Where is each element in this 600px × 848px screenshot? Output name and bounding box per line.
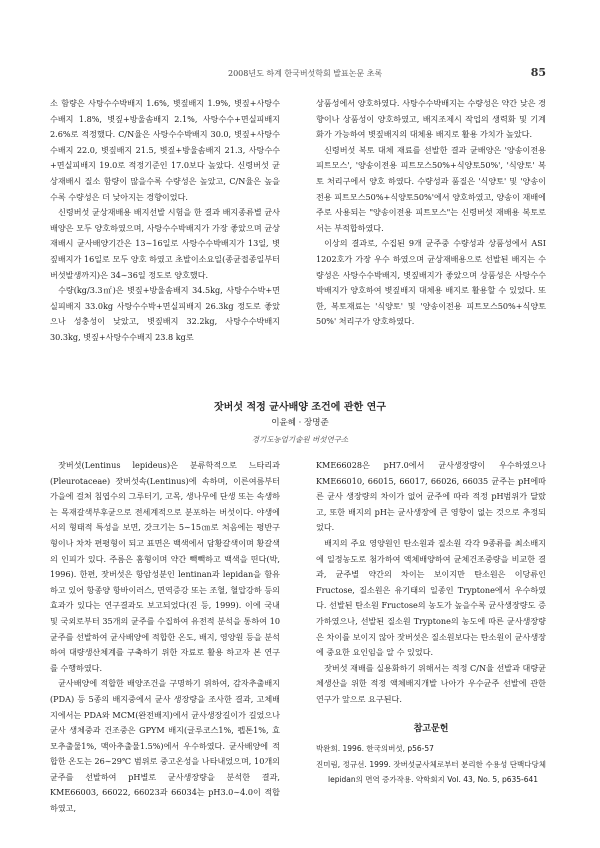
paragraph: 수량(kg/3.3㎡)은 볏짚+방울솜배지 34.5kg, 사탕수수박+면실피배지 33.0kg 사탕수수박+면실피배지 26.3kg 정도로 좋았으나 성충성이 낮았고, 볏짚배지 32.2kg, 사탕수수박배지 30.3kg, 볏짚+사탕수수배지 23.8 kg로 bbox=[50, 285, 280, 342]
prev-article-right-column bbox=[316, 96, 546, 330]
reference-item: 박완희. 1996. 한국의버섯, p56-57 bbox=[316, 744, 434, 754]
article-title: 잣버섯 적정 균사배양 조건에 관한 연구 bbox=[214, 402, 386, 413]
journal-title: 2008년도 하계 한국버섯학회 발표논문 초록 bbox=[228, 69, 383, 78]
paragraph: 신령버섯 복토 대체 재료를 선발한 결과 균배양은 '양송이전용 피트모스', '양송이전용 피트모스50%+식양토50%', '식양토' 복토 처리구에서 양호 하였다. 수량성과 품질은 '식양토' 및 '양송이전용 피트모스50%+식양토50%'에서 양호하였고, 양송이 재배에 주로 사용되는 "양송이전용 피트모스"는 신령버섯 재배용 복토로서는 부적합하였다. bbox=[316, 144, 546, 233]
reference-item: 진미림, 정규선. 1999. 잣버섯균사체로부터 분리한 수용성 단백다당체 lepidan의 면역 증가작용. 약학회지 Vol. 43, No. 5, p635-641 bbox=[316, 759, 546, 785]
paragraph: 잣버섯(Lentinus lepideus)은 분류학적으로 느타리과 (Pleurotaceae) 잣버섯속(Lentinus)에 속하며, 이른여름부터 가을에 걸쳐 침엽수의 그루터기, 고목, 생나무에 단생 또는 속생하는 목재갈색부후균으로 전세계적으로 분포하는 버섯이다. 야생에서의 형태적 특성을 보면, 갓크기는 5∼15㎝로 처음에는 평반구형이나 차차 편평형이 되고 표면은 백색에서 담황갈색이며 황갈색의 인피가 있다. 주름은 홈형이며 약간 빽빽하고 백색을 띤다(박, 1996). 한편, 잣버섯은 항암성분인 lentinan과 lepidan을 함유하고 있어 항종양 항바이러스, 면역증강 또는 조혈, 혈압강하 등의 효과가 있다는 연구결과도 보고되었다(진 등, 1999). 이에 국내 및 국외로부터 35개의 균주를 수집하여 유전적 분석을 통하여 10 균주를 선발하여 균사배양에 적합한 온도, 배지, 영양원 등을 분석하여 대량생산체계를 구축하기 위한 자료로 활용 하고자 본 연구를 수행하였다. bbox=[50, 460, 280, 673]
article-affiliation: 경기도농업기술원 버섯연구소 bbox=[251, 435, 349, 444]
references-heading: 참고문헌 bbox=[413, 723, 449, 734]
paragraph: 신령버섯 균상재배용 배지선발 시험을 한 결과 배지종류별 균사배양은 모두 양호하였으며, 사탕수수박배지가 가장 좋았으며 균상재배시 균사배양기간은 13∼16일로 사탕수수박배지가 13일, 볏짚배지가 16일로 모두 양호 하였고 초발이소요일(종균접종일부터 버섯발생까지)은 34∼36일 정도로 양호했다. bbox=[50, 207, 280, 280]
paragraph: 배지의 주요 영양원인 탄소원과 질소원 각각 9종류를 최소배지에 일정농도로 첨가하여 액체배양하여 균체건조중량을 비교한 결과, 균주별 약간의 차이는 보이지만 탄소원은 이당류인 Fructose, 질소원은 유기태의 일종인 Tryptone에서 우수하였다. 선발된 탄소원 Fructose의 농도가 높을수록 균사생장량도 증가하였으나, 선발된 질소원 Tryptone의 농도에 따른 균사생장량은 차이를 보이지 않아 잣버섯은 질소원보다는 탄소원이 균사생장에 중요한 요인임을 알 수 있었다. bbox=[316, 537, 546, 658]
paragraph: KME66028은 pH7.0에서 균사생장량이 우수하였으나 KME66010, 66015, 66017, 66026, 66035 균주는 pH에따른 균사 생장량의 차이가 없어 균주에 따라 적정 pH범위가 달랐고, 또한 배지의 pH는 균사생장에 큰 영향이 없는 것으로 추정되었다. bbox=[316, 460, 546, 533]
paragraph: 소 함량은 사탕수수박배지 1.6%, 볏짚배지 1.9%, 볏짚+사탕수수배지 1.8%, 볏짚+방울솜배지 2.1%, 사탕수수+면실피배지 2.6%로 적정했다. C/N율은 사탕수수박배지 30.0, 볏짚+사탕수수배지 22.0, 볏짚배지 21.5, 볏짚+방울솜배지 21.3, 사탕수수+면실피배지 19.0로 적정기준인 17.0보다 높았다. 신령버섯 균상재배시 질소 함량이 많을수록 수량성은 높았고, C/N율은 높을수록 수량성은 더 낮아지는 경향이었다. bbox=[50, 98, 280, 202]
paragraph: 이상의 결과로, 수집된 9개 균주중 수량성과 상품성에서 ASI 1202호가 가장 우수 하였으며 균상재배용으로 선발된 배지는 수량성은 사탕수수박배지, 볏짚배지가 좋았으며 상품성은 사탕수수박배지가 양호하여 볏짚배지 대체용 배지로 활용할 수 있었다. 또한, 복토재료는 '식양토' 및 '양송이전용 피트모스50%+식양토50%' 처리구가 양호하였다. bbox=[316, 238, 546, 327]
paragraph: 균사배양에 적합한 배양조건을 구명하기 위하여, 감자추출배지(PDA) 등 5종의 배지중에서 균사 생장량을 조사한 결과, 고체배지에서는 PDA와 MCM(완전배지)에서 균사생장길이가 길었으나 균사 생체중과 건조중은 GPYM 배지(글루코스1%, 펩톤1%, 효모추출물1%, 맥아추출물1.5%)에서 우수하였다. 균사배양에 적합한 온도는 26∼29℃ 범위로 중고온성을 나타내었으며, 10개의 균주를 선발하여 pH별로 균사생장량을 분석한 결과, KME66003, 66022, 66023과 66034는 pH3.0∼4.0이 적합하였고, bbox=[50, 678, 280, 814]
prev-article-left-column bbox=[50, 96, 280, 346]
article-authors: 이윤혜 · 장명준 bbox=[271, 418, 329, 428]
page-number: 85 bbox=[530, 66, 546, 79]
article-right-column bbox=[316, 458, 546, 788]
article-left-column bbox=[50, 458, 280, 817]
paragraph: 잣버섯 재배를 실용화하기 위해서는 적정 C/N율 선발과 대량균체생산을 위한 적정 액체배지개발 나아가 우수균주 선발에 관한 연구가 앞으로 요구된다. bbox=[316, 662, 546, 704]
paragraph: 상품성에서 양호하였다. 사탕수수박배지는 수량성은 약간 낮은 경향이나 상품성이 양호하였고, 배지조제시 작업의 생력화 및 기계화가 가능하여 볏짚배지의 대체용 배지로 활용 가치가 높았다. bbox=[316, 98, 546, 140]
